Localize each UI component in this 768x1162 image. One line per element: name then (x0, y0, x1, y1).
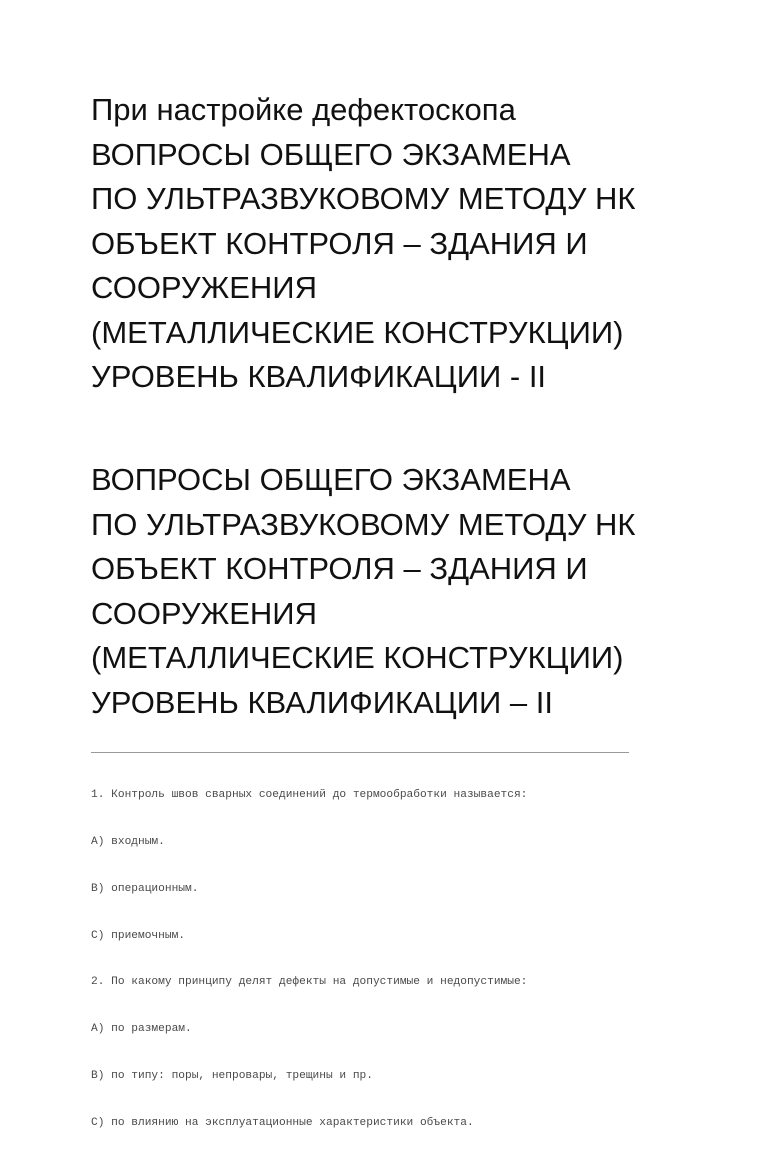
answer-option: A) по размерам. (91, 1023, 192, 1036)
exam-title-line: ВОПРОСЫ ОБЩЕГО ЭКЗАМЕНА (91, 462, 571, 497)
exam-title-line: ОБЪЕКТ КОНТРОЛЯ – ЗДАНИЯ И (91, 551, 588, 586)
question-text: 2. По какому принципу делят дефекты на допустимые и недопустимые: (91, 976, 528, 989)
header-block (91, 88, 731, 400)
question-text: 1. Контроль швов сварных соединений до термообработки называется: (91, 789, 528, 802)
exam-title-line: (МЕТАЛЛИЧЕСКИЕ КОНСТРУКЦИИ) (91, 640, 624, 675)
horizontal-divider (91, 752, 629, 753)
exam-title-block (91, 458, 731, 725)
answer-option: C) приемочным. (91, 929, 185, 942)
answer-option: B) операционным. (91, 882, 199, 895)
header-line: ВОПРОСЫ ОБЩЕГО ЭКЗАМЕНА (91, 136, 571, 172)
exam-title-line: УРОВЕНЬ КВАЛИФИКАЦИИ – II (91, 684, 553, 720)
exam-title-line: СООРУЖЕНИЯ (91, 595, 317, 631)
answer-option: C) по влиянию на эксплуатационные характеристики объекта. (91, 1116, 474, 1129)
answer-option: A) входным. (91, 835, 165, 848)
header-line: СООРУЖЕНИЯ (91, 270, 317, 305)
header-line: (МЕТАЛЛИЧЕСКИЕ КОНСТРУКЦИИ) (91, 314, 624, 350)
question-list (91, 757, 711, 1162)
header-line: ПО УЛЬТРАЗВУКОВОМУ МЕТОДУ НК (91, 181, 636, 216)
exam-title-line: ПО УЛЬТРАЗВУКОВОМУ МЕТОДУ НК (91, 506, 636, 542)
header-line: ОБЪЕКТ КОНТРОЛЯ – ЗДАНИЯ И (91, 225, 588, 261)
answer-option: B) по типу: поры, непровары, трещины и пр. (91, 1069, 373, 1082)
header-line: При настройке дефектоскопа (91, 92, 516, 127)
header-line: УРОВЕНЬ КВАЛИФИКАЦИИ - II (91, 359, 547, 394)
